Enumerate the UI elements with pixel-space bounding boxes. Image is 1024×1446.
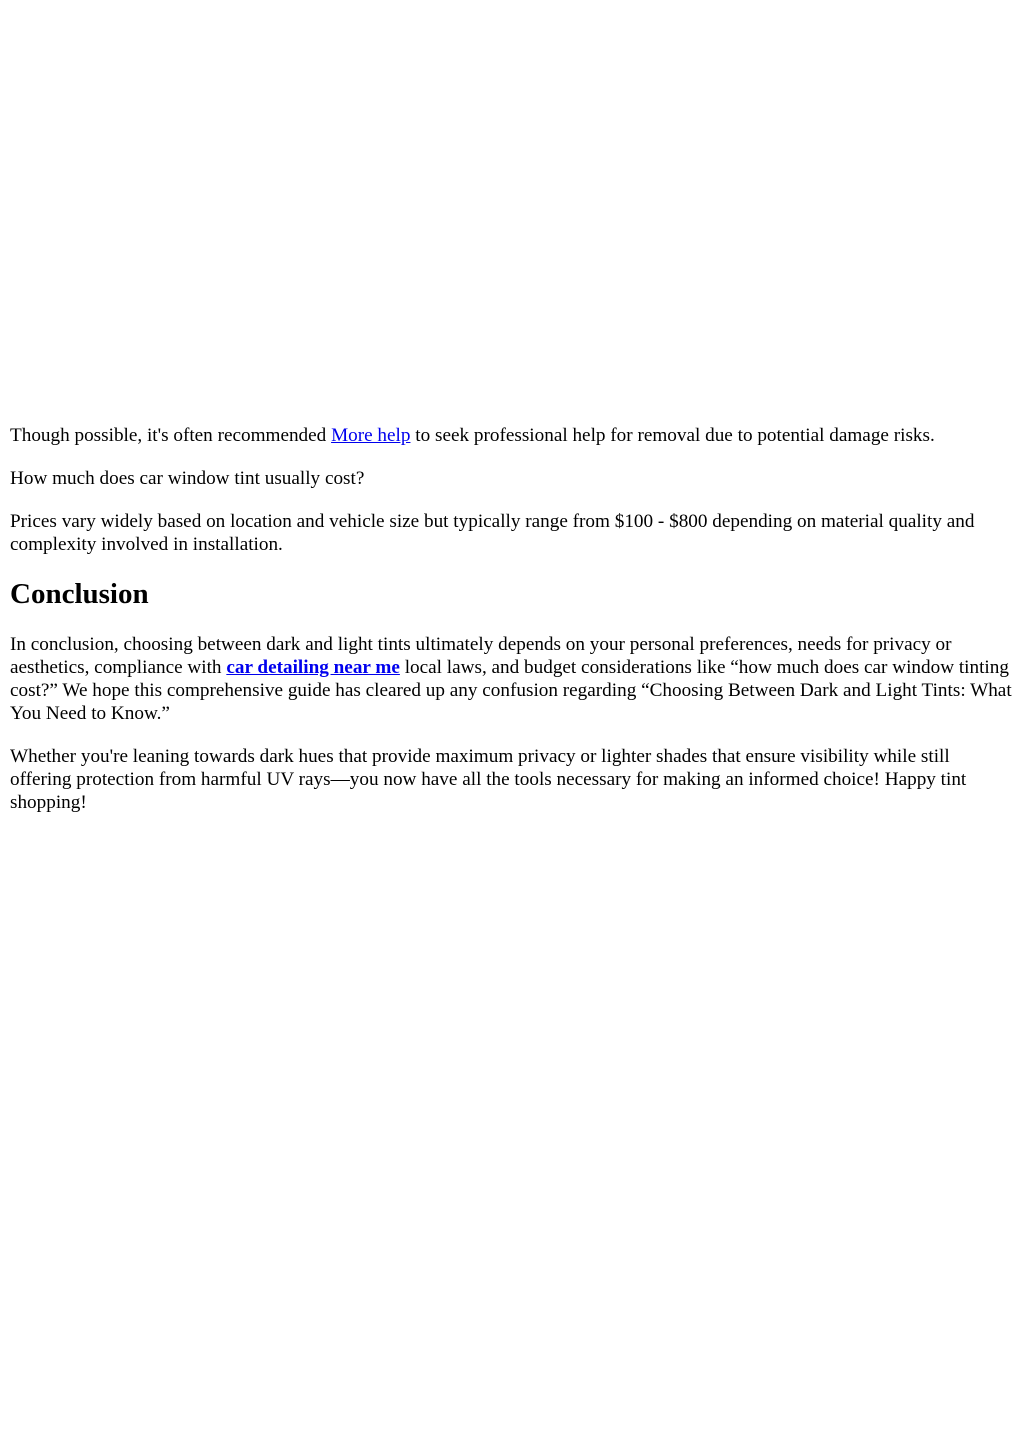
conclusion-paragraph-1 [10, 633, 1014, 725]
conclusion-text-after: local laws, and budget considerations like “how much does car window tinting cost?” We hope this comprehensive guide has cleared up any confusion regarding “Choosing Between Dark and Light Tints: What You Need to Know.” [10, 657, 1012, 724]
conclusion-heading: Conclusion [10, 578, 149, 610]
car-detailing-link[interactable]: car detailing near me [226, 657, 400, 678]
faq-question-cost: How much does car window tint usually cost? [10, 468, 365, 489]
more-help-link[interactable]: More help [331, 425, 411, 446]
conclusion-paragraph-2: Whether you're leaning towards dark hues that provide maximum privacy or lighter shades that ensure visibility while still offering protection from harmful UV rays—you now have all the tools necessary for making an informed choice! Happy tint shopping! [10, 746, 967, 813]
answer-text-before: Though possible, it's often recommended [10, 425, 332, 446]
faq-answer-cost: Prices vary widely based on location and vehicle size but typically range from $100 - $800 depending on material quality and complexity involved in installation. [10, 511, 975, 555]
answer-text-after: to seek professional help for removal due to potential damage risks. [410, 425, 935, 446]
conclusion-text-before: In conclusion, choosing between dark and light tints ultimately depends on your personal preferences, needs for privacy or aesthetics, compliance with [10, 634, 952, 678]
faq-answer-removal [10, 424, 1014, 447]
blank-area [10, 0, 1014, 424]
